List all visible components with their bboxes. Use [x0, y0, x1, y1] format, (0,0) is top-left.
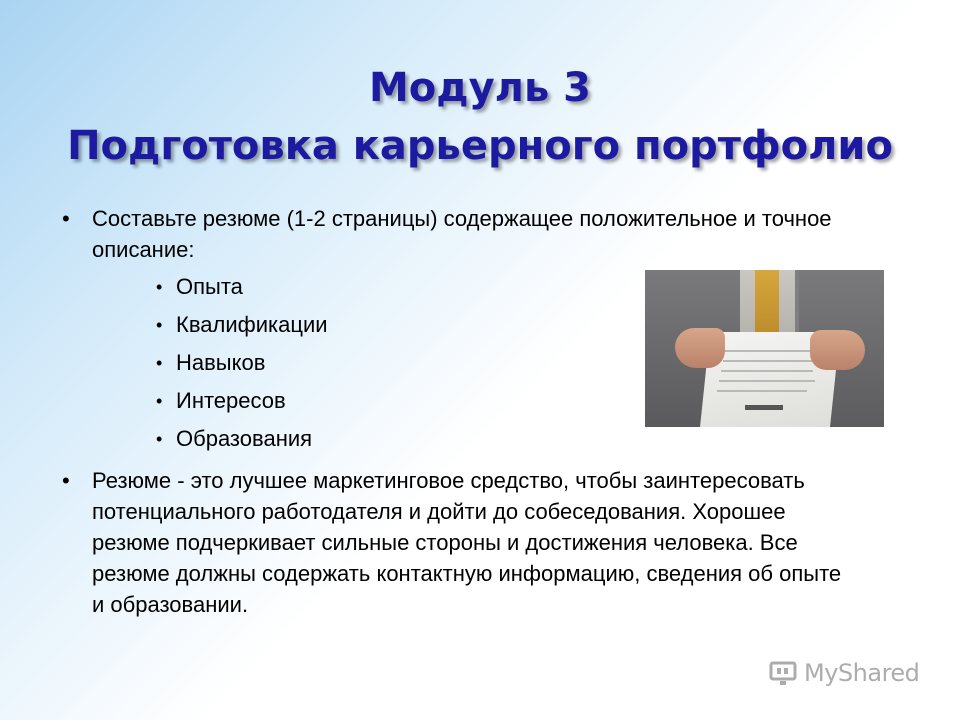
watermark-text: MyShared — [804, 659, 920, 687]
myshared-logo-icon — [768, 658, 800, 688]
bullet-marker: • — [62, 468, 70, 493]
photo-hand-right — [810, 330, 865, 370]
intro-paragraph: Составьте резюме (1-2 страницы) содержащее положительное и точное описание: — [92, 206, 832, 262]
sub-bullet-marker: • — [156, 353, 163, 373]
photo-paper-line — [725, 350, 815, 352]
list-item: Навыков — [176, 350, 266, 375]
sub-bullet-marker: • — [156, 277, 163, 297]
photo-paper-heading — [745, 405, 783, 410]
list-item: Опыта — [176, 274, 243, 299]
photo-paper-line — [717, 390, 807, 392]
photo-paper-line — [721, 370, 813, 372]
photo-hand-left — [675, 328, 725, 368]
photo-paper-line — [719, 380, 815, 382]
resume-photo — [645, 270, 884, 427]
sub-bullet-marker: • — [156, 429, 163, 449]
list-item: Интересов — [176, 388, 286, 413]
bullet-marker: • — [62, 206, 70, 231]
list-item: Квалификации — [176, 312, 328, 337]
sub-bullet-marker: • — [156, 391, 163, 411]
sub-bullet-marker: • — [156, 315, 163, 335]
slide-title: Модуль 3 — [368, 65, 591, 111]
watermark — [768, 655, 919, 691]
slide-subtitle: Подготовка карьерного портфолио — [67, 123, 893, 169]
resume-paragraph: Резюме - это лучшее маркетинговое средство, чтобы заинтересовать потенциального работодателя и дойти до собеседования. Хорошее резюме подчеркивает сильные стороны и достижения человека. Все резюме должны содержать контактную информацию, сведения об опыте и образовании. — [92, 468, 842, 617]
list-item: Образования — [176, 426, 313, 451]
photo-paper-line — [723, 360, 818, 362]
